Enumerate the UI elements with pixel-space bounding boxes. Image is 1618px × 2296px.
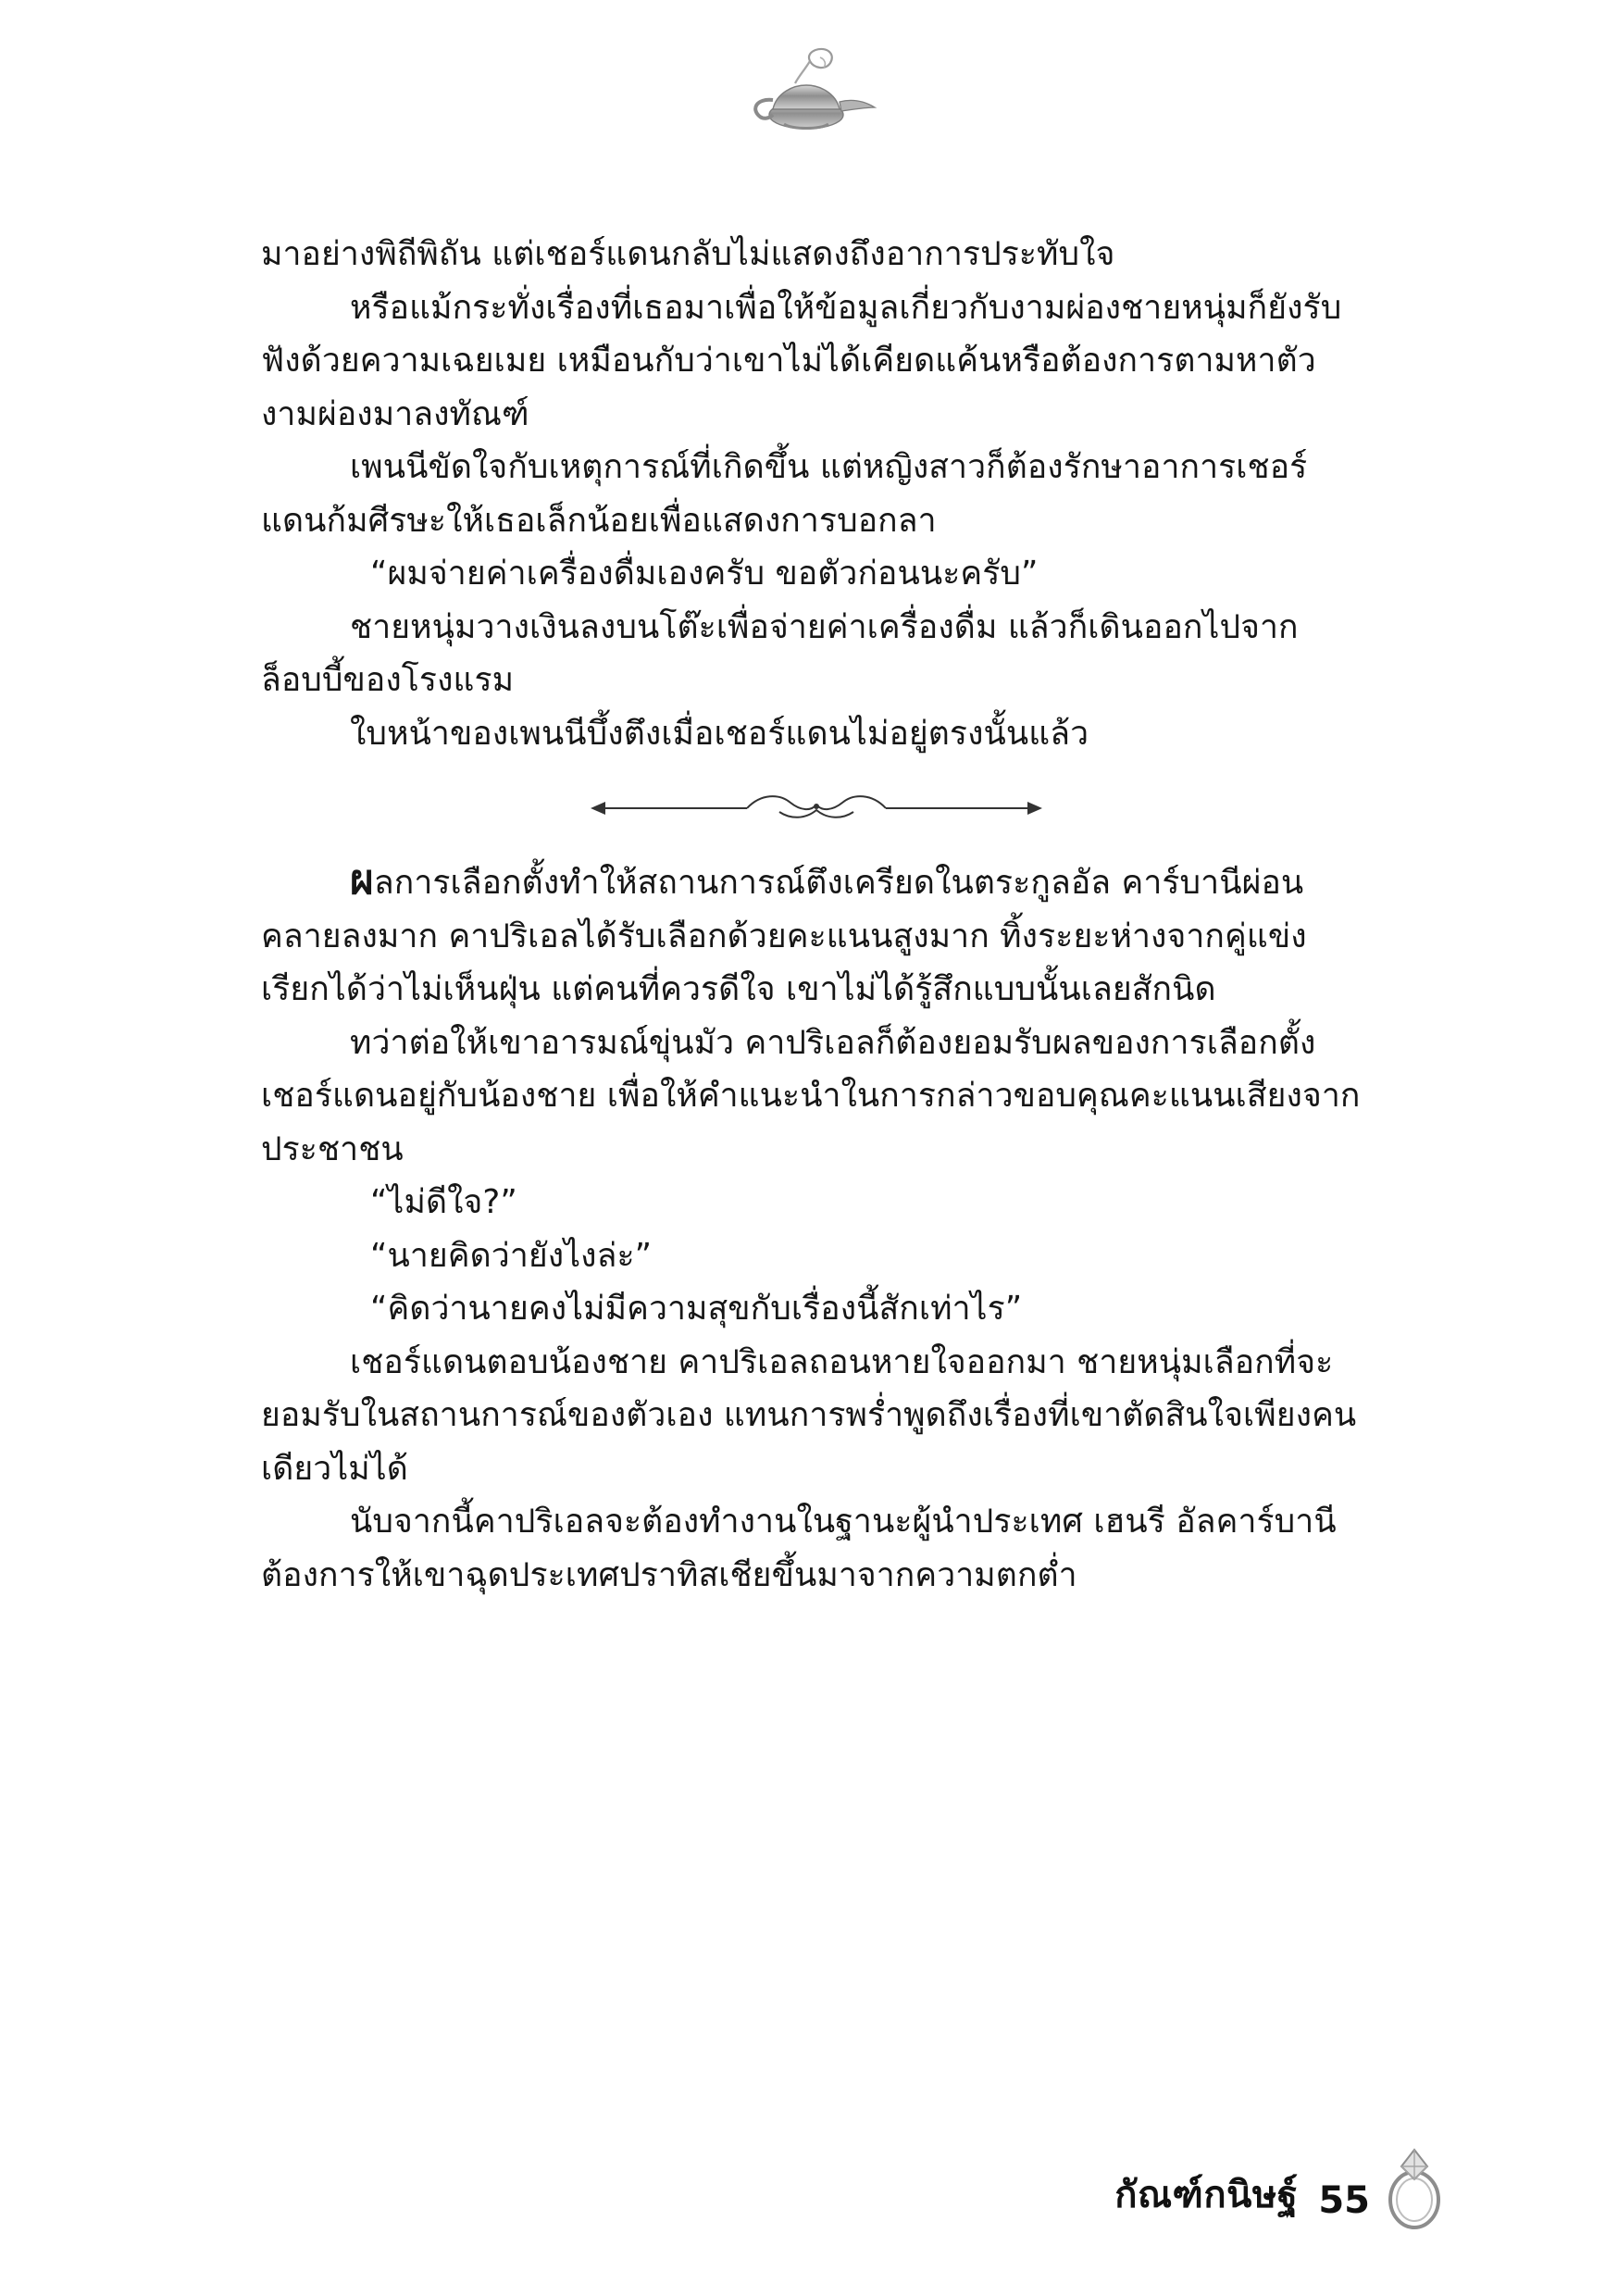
- flourish-divider-icon: [585, 788, 1048, 829]
- page-body: [261, 228, 1372, 1602]
- page-number: 55: [1318, 2179, 1370, 2222]
- dialogue-line: “ผมจ่ายค่าเครื่องดื่มเองครับ ขอตัวก่อนนะครับ”: [370, 555, 1039, 593]
- paragraph: หรือแม้กระทั่งเรื่องที่เธอมาเพื่อให้ข้อมูลเกี่ยวกับงามผ่องชายหนุ่มก็ยังรับฟังด้วยความเฉยเมย เหมือนกับว่าเขาไม่ได้เคียดแค้นหรือต้องการตามหาตัวงามผ่องมาลงทัณฑ์: [261, 288, 1342, 433]
- drop-cap: ผ: [350, 856, 374, 904]
- paragraph: ทว่าต่อให้เขาอารมณ์ขุ่นมัว คาปริเอลก็ต้องยอมรับผลของการเลือกตั้ง เชอร์แดนอยู่กับน้องชาย เพื่อให้คำแนะนำในการกล่าวขอบคุณคะแนนเสียงจากประชาชน: [261, 1023, 1361, 1168]
- header-ornament: [0, 44, 1618, 146]
- paragraph: นับจากนี้คาปริเอลจะต้องทำงานในฐานะผู้นำประเทศ เฮนรี อัลคาร์บานี ต้องการให้เขาฉุดประเทศปราทิสเชียขึ้นมาจากความตกต่ำ: [261, 1503, 1337, 1594]
- page-footer: [0, 2113, 1618, 2224]
- paragraph: เพนนีขัดใจกับเหตุการณ์ที่เกิดขึ้น แต่หญิงสาวก็ต้องรักษาอาการเชอร์แดนก้มศีรษะให้เธอเล็กน้อยเพื่อแสดงการบอกลา: [261, 448, 1308, 540]
- dialogue-line: “ไม่ดีใจ?”: [370, 1183, 517, 1221]
- section-opening-paragraph: [261, 856, 1372, 1017]
- dialogue-line: “คิดว่านายคงไม่มีความสุขกับเรื่องนี้สักเท่าไร”: [370, 1290, 1023, 1328]
- paragraph: มาอย่างพิถีพิถัน แต่เชอร์แดนกลับไม่แสดงถึงอาการประทับใจ: [261, 235, 1115, 273]
- genie-lamp-ornament-icon: [730, 44, 888, 137]
- footer-author: กัณฑ์กนิษฐ์: [1114, 2174, 1299, 2216]
- paragraph: เชอร์แดนตอบน้องชาย คาปริเอลถอนหายใจออกมา ชายหนุ่มเลือกที่จะยอมรับในสถานการณ์ของตัวเอง แทนการพร่ำพูดถึงเรื่องที่เขาตัดสินใจเพียงคนเดียวไม่ได้: [261, 1342, 1357, 1488]
- section-opening-text: ลการเลือกตั้งทำให้สถานการณ์ตึงเครียดในตระกูลอัล คาร์บานีผ่อนคลายลงมาก คาปริเอลได้รับเลือกด้วยคะแนนสูงมาก ทิ้งระยะห่างจากคู่แข่งเรียกได้ว่าไม่เห็นฝุ่น แต่คนที่ควรดีใจ เขาไม่ได้รู้สึกแบบนั้นเลยสักนิด: [261, 864, 1307, 1008]
- footer-content: [1114, 2165, 1370, 2224]
- dialogue-line: “นายคิดว่ายังไงล่ะ”: [370, 1236, 653, 1275]
- paragraph: ใบหน้าของเพนนีบึ้งตึงเมื่อเชอร์แดนไม่อยู่ตรงนั้นแล้ว: [350, 714, 1089, 753]
- paragraph: ชายหนุ่มวางเงินลงบนโต๊ะเพื่อจ่ายค่าเครื่องดื่ม แล้วก็เดินออกไปจากล็อบบี้ของโรงแรม: [261, 607, 1299, 699]
- diamond-ring-icon: [1375, 2142, 1453, 2231]
- section-divider: [261, 788, 1372, 836]
